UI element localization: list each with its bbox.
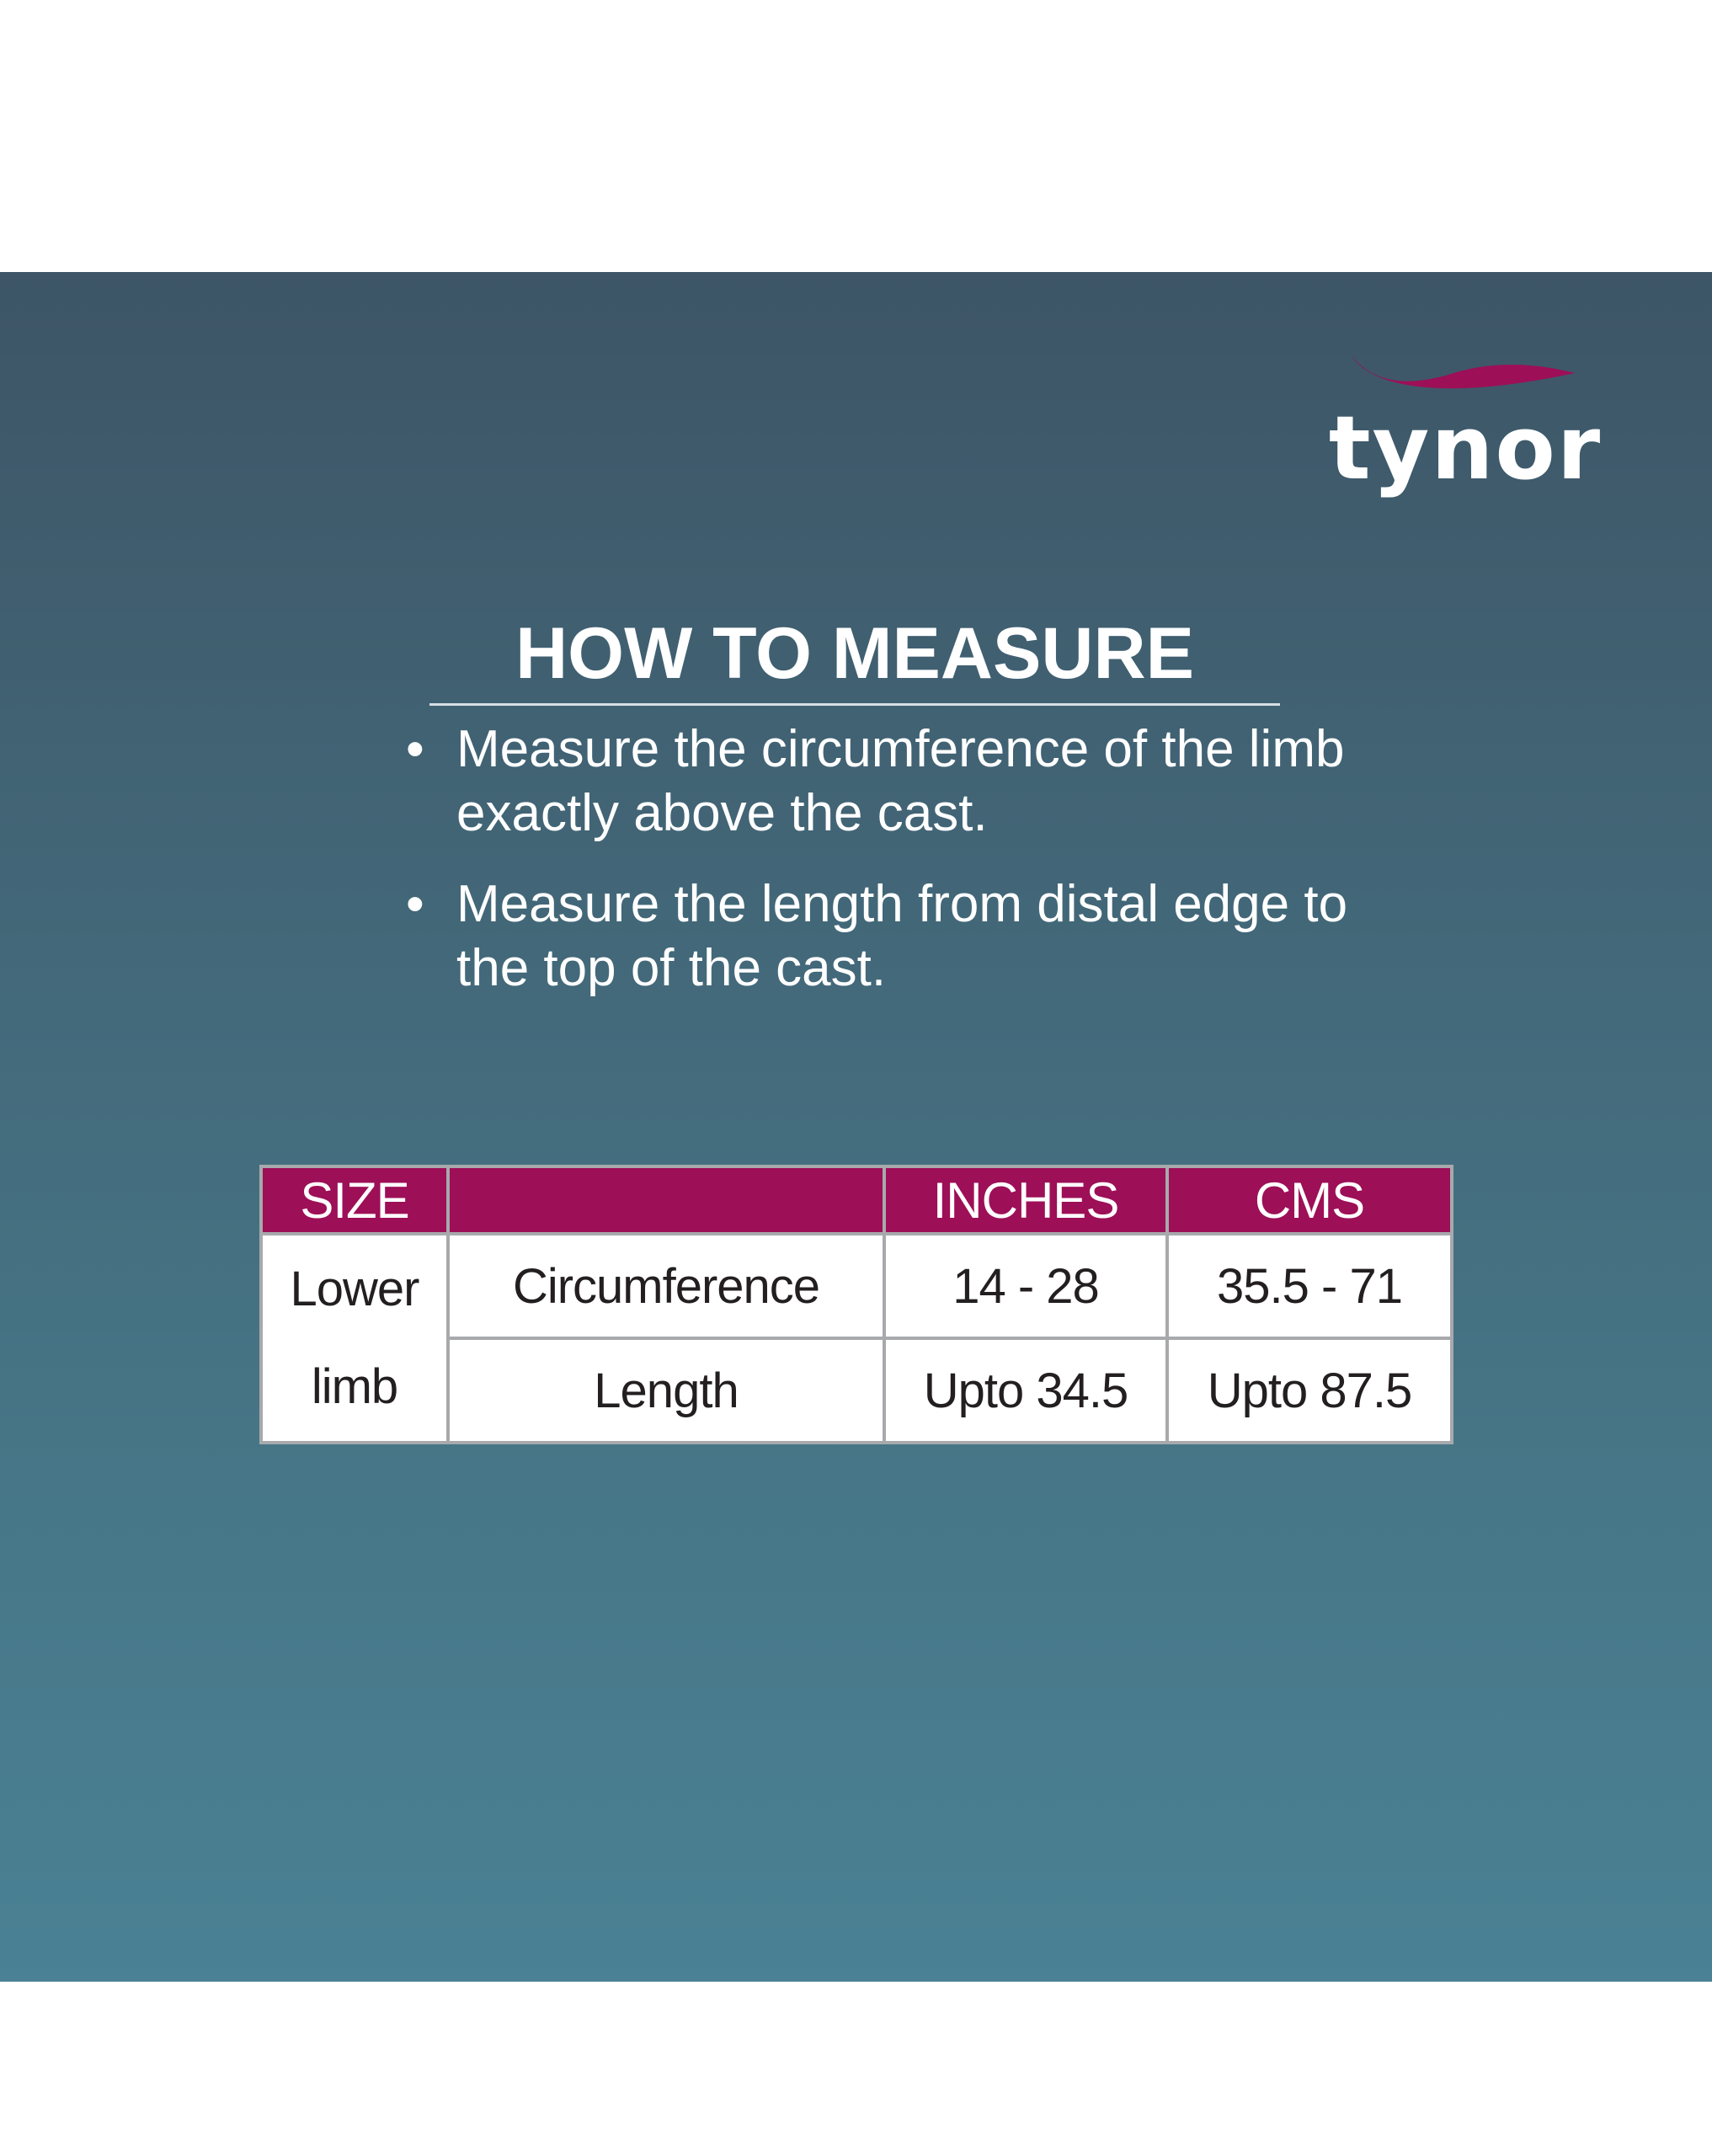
bullet-icon: • xyxy=(406,875,424,933)
size-cell xyxy=(261,1234,448,1443)
title-underline xyxy=(429,703,1280,706)
table-header-row xyxy=(261,1166,1452,1234)
background-panel xyxy=(0,272,1712,1982)
instruction-list xyxy=(396,718,1406,1027)
header-measure xyxy=(448,1166,884,1234)
tynor-logo xyxy=(1322,350,1608,518)
page-title: HOW TO MEASURE xyxy=(515,613,1194,694)
inches-cell: 14 - 28 xyxy=(884,1234,1167,1338)
table-row xyxy=(261,1234,1452,1338)
bullet-icon: • xyxy=(406,720,424,778)
header-inches: INCHES xyxy=(884,1166,1167,1234)
instruction-text: Measure the length from distal edge to the top of the cast. xyxy=(456,875,1348,997)
cms-cell: 35.5 - 71 xyxy=(1167,1234,1452,1338)
list-item xyxy=(396,873,1406,1001)
measure-cell: Circumference xyxy=(448,1234,884,1338)
cms-cell: Upto 87.5 xyxy=(1167,1338,1452,1443)
size-chart-table xyxy=(259,1165,1453,1444)
size-label-line1: Lower xyxy=(290,1262,419,1316)
list-item xyxy=(396,718,1406,846)
measure-cell: Length xyxy=(448,1338,884,1443)
inches-cell: Upto 34.5 xyxy=(884,1338,1167,1443)
header-cms: CMS xyxy=(1167,1166,1452,1234)
logo-wordmark: tynor xyxy=(1328,397,1603,499)
size-label-line2: limb xyxy=(311,1359,398,1414)
instruction-text: Measure the circumference of the limb exactly above the cast. xyxy=(456,720,1345,842)
header-size: SIZE xyxy=(261,1166,448,1234)
